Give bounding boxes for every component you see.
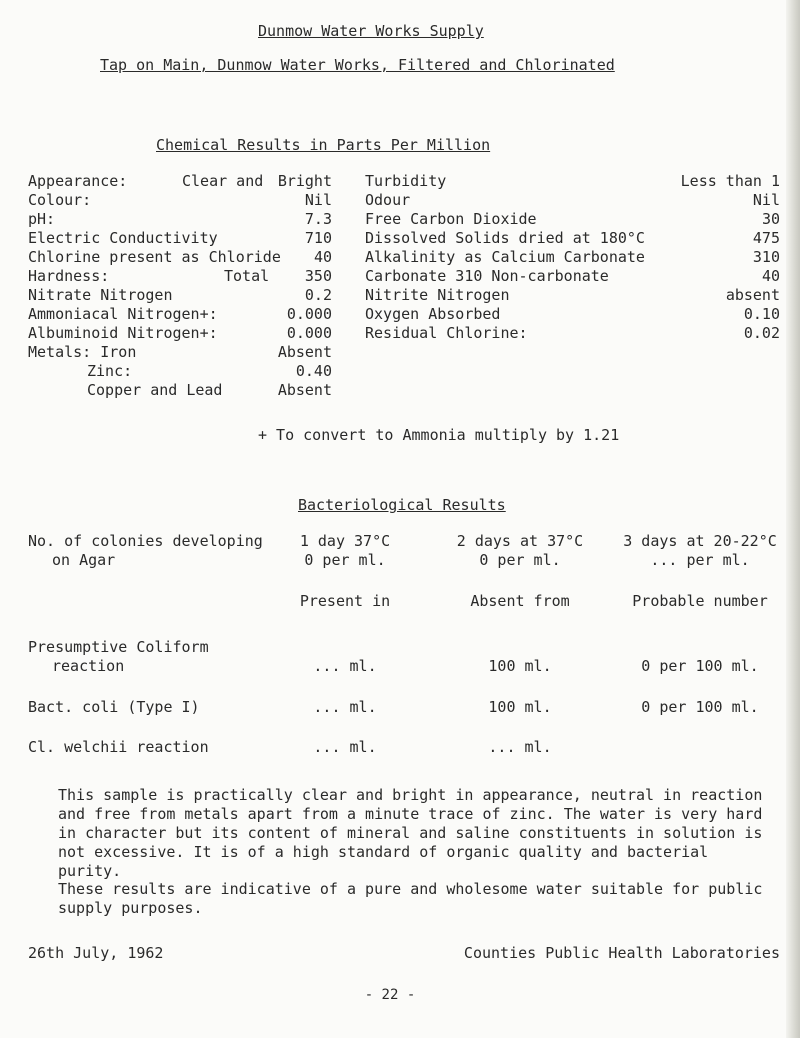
document-subtitle: Tap on Main, Dunmow Water Works, Filtered and Chlorinated [100,56,615,74]
chem-left-value: 0.000 [286,305,332,323]
chem-left-label: pH: [28,210,56,228]
chem-left-label2: Total [224,267,270,285]
chem-right-label: Nitrite Nitrogen [365,286,510,304]
chem-left-label2: Clear and [182,172,264,190]
summary-paragraph-1: This sample is practically clear and bright in appearance, neutral in reaction and free from metals apart from a minute trace of zinc. The water is very hard in character but its content of mineral and saline constituents in solution is not excessive. It is of a high standard of organic quality and bacterial purity. [58,786,763,880]
chem-left-value: Nil [304,191,332,209]
chem-left-label: Nitrate Nitrogen [28,286,173,304]
row-cell: ... ml. [488,738,552,756]
chem-left-label: Hardness: [28,267,110,285]
row-label: Cl. welchii reaction [28,738,209,756]
chemical-section-title: Chemical Results in Parts Per Million [156,136,491,154]
chem-right-label: Dissolved Solids dried at 180°C [365,229,645,247]
col-value: ... per ml. [650,551,750,569]
chem-left-label: Appearance: [28,172,128,190]
col-value: 0 per ml. [304,551,386,569]
chem-left-value: 710 [304,229,332,247]
chem-right-value: absent [725,286,780,304]
report-date: 26th July, 1962 [28,944,164,962]
chem-right-label: Oxygen Absorbed [365,305,501,323]
row-label: reaction [52,657,125,675]
chem-right-value: 0.10 [743,305,780,323]
chem-left-value: 0.2 [304,286,332,304]
row-cell: 0 per 100 ml. [641,657,759,675]
chem-left-value: 40 [313,248,332,266]
colonies-label-agar: on Agar [52,551,116,569]
chem-left-label: Electric Conductivity [28,229,218,247]
row-label: Bact. coli (Type I) [28,698,200,716]
chem-right-value: 310 [752,248,780,266]
sub-header: Present in [299,592,391,610]
chem-left-value: 0.000 [286,324,332,342]
row-cell: 100 ml. [488,657,552,675]
chem-right-label: Carbonate 310 Non-carbonate [365,267,609,285]
summary-paragraph-2: These results are indicative of a pure and wholesome water suitable for public supply purposes. [58,880,763,917]
col-header: 1 day 37°C [299,532,391,550]
document-title: Dunmow Water Works Supply [258,22,484,40]
chem-left-value: Absent [277,381,332,399]
row-cell: ... ml. [313,698,377,716]
chem-left-value: 350 [304,267,332,285]
page-edge-shadow [786,0,800,1038]
chem-right-label: Free Carbon Dioxide [365,210,537,228]
chem-right-value: 40 [761,267,780,285]
chem-left-label: Zinc: [87,362,133,380]
chem-left-label: Metals: Iron [28,343,137,361]
chem-left-label: Copper and Lead [87,381,223,399]
chem-right-label: Turbidity [365,172,447,190]
ammonia-footnote: + To convert to Ammonia multiply by 1.21 [258,426,620,444]
col-value: 0 per ml. [479,551,561,569]
col-header: 3 days at 20-22°C [623,532,777,550]
row-cell: ... ml. [313,657,377,675]
page-number: - 22 - [364,987,416,1003]
row-cell: 100 ml. [488,698,552,716]
chem-left-value: 7.3 [304,210,332,228]
row-cell: 0 per 100 ml. [641,698,759,716]
col-header: 2 days at 37°C [456,532,584,550]
row-label: Presumptive Coliform [28,638,209,656]
row-cell: ... ml. [313,738,377,756]
chem-left-label: Colour: [28,191,92,209]
chem-left-value: 0.40 [295,362,332,380]
bacteriological-section-title: Bacteriological Results [298,496,506,514]
chem-right-label2: Less than 1 [680,172,780,190]
chem-right-label: Odour [365,191,411,209]
chem-left-label: Ammoniacal Nitrogen+: [28,305,218,323]
sub-header: Probable number [632,592,768,610]
chem-left-label: Chlorine present as Chloride [28,248,281,266]
chem-right-value: 0.02 [743,324,780,342]
chem-left-label: Albuminoid Nitrogen+: [28,324,218,342]
chem-right-value: Nil [752,191,780,209]
colonies-label: No. of colonies developing [28,532,263,550]
sub-header: Absent from [470,592,570,610]
chem-left-value: Bright [277,172,332,190]
laboratory-name: Counties Public Health Laboratories [463,944,780,962]
chem-left-value: Absent [277,343,332,361]
chem-right-value: 475 [752,229,780,247]
chem-right-label: Alkalinity as Calcium Carbonate [365,248,645,266]
chem-right-value: 30 [761,210,780,228]
chem-right-label: Residual Chlorine: [365,324,528,342]
